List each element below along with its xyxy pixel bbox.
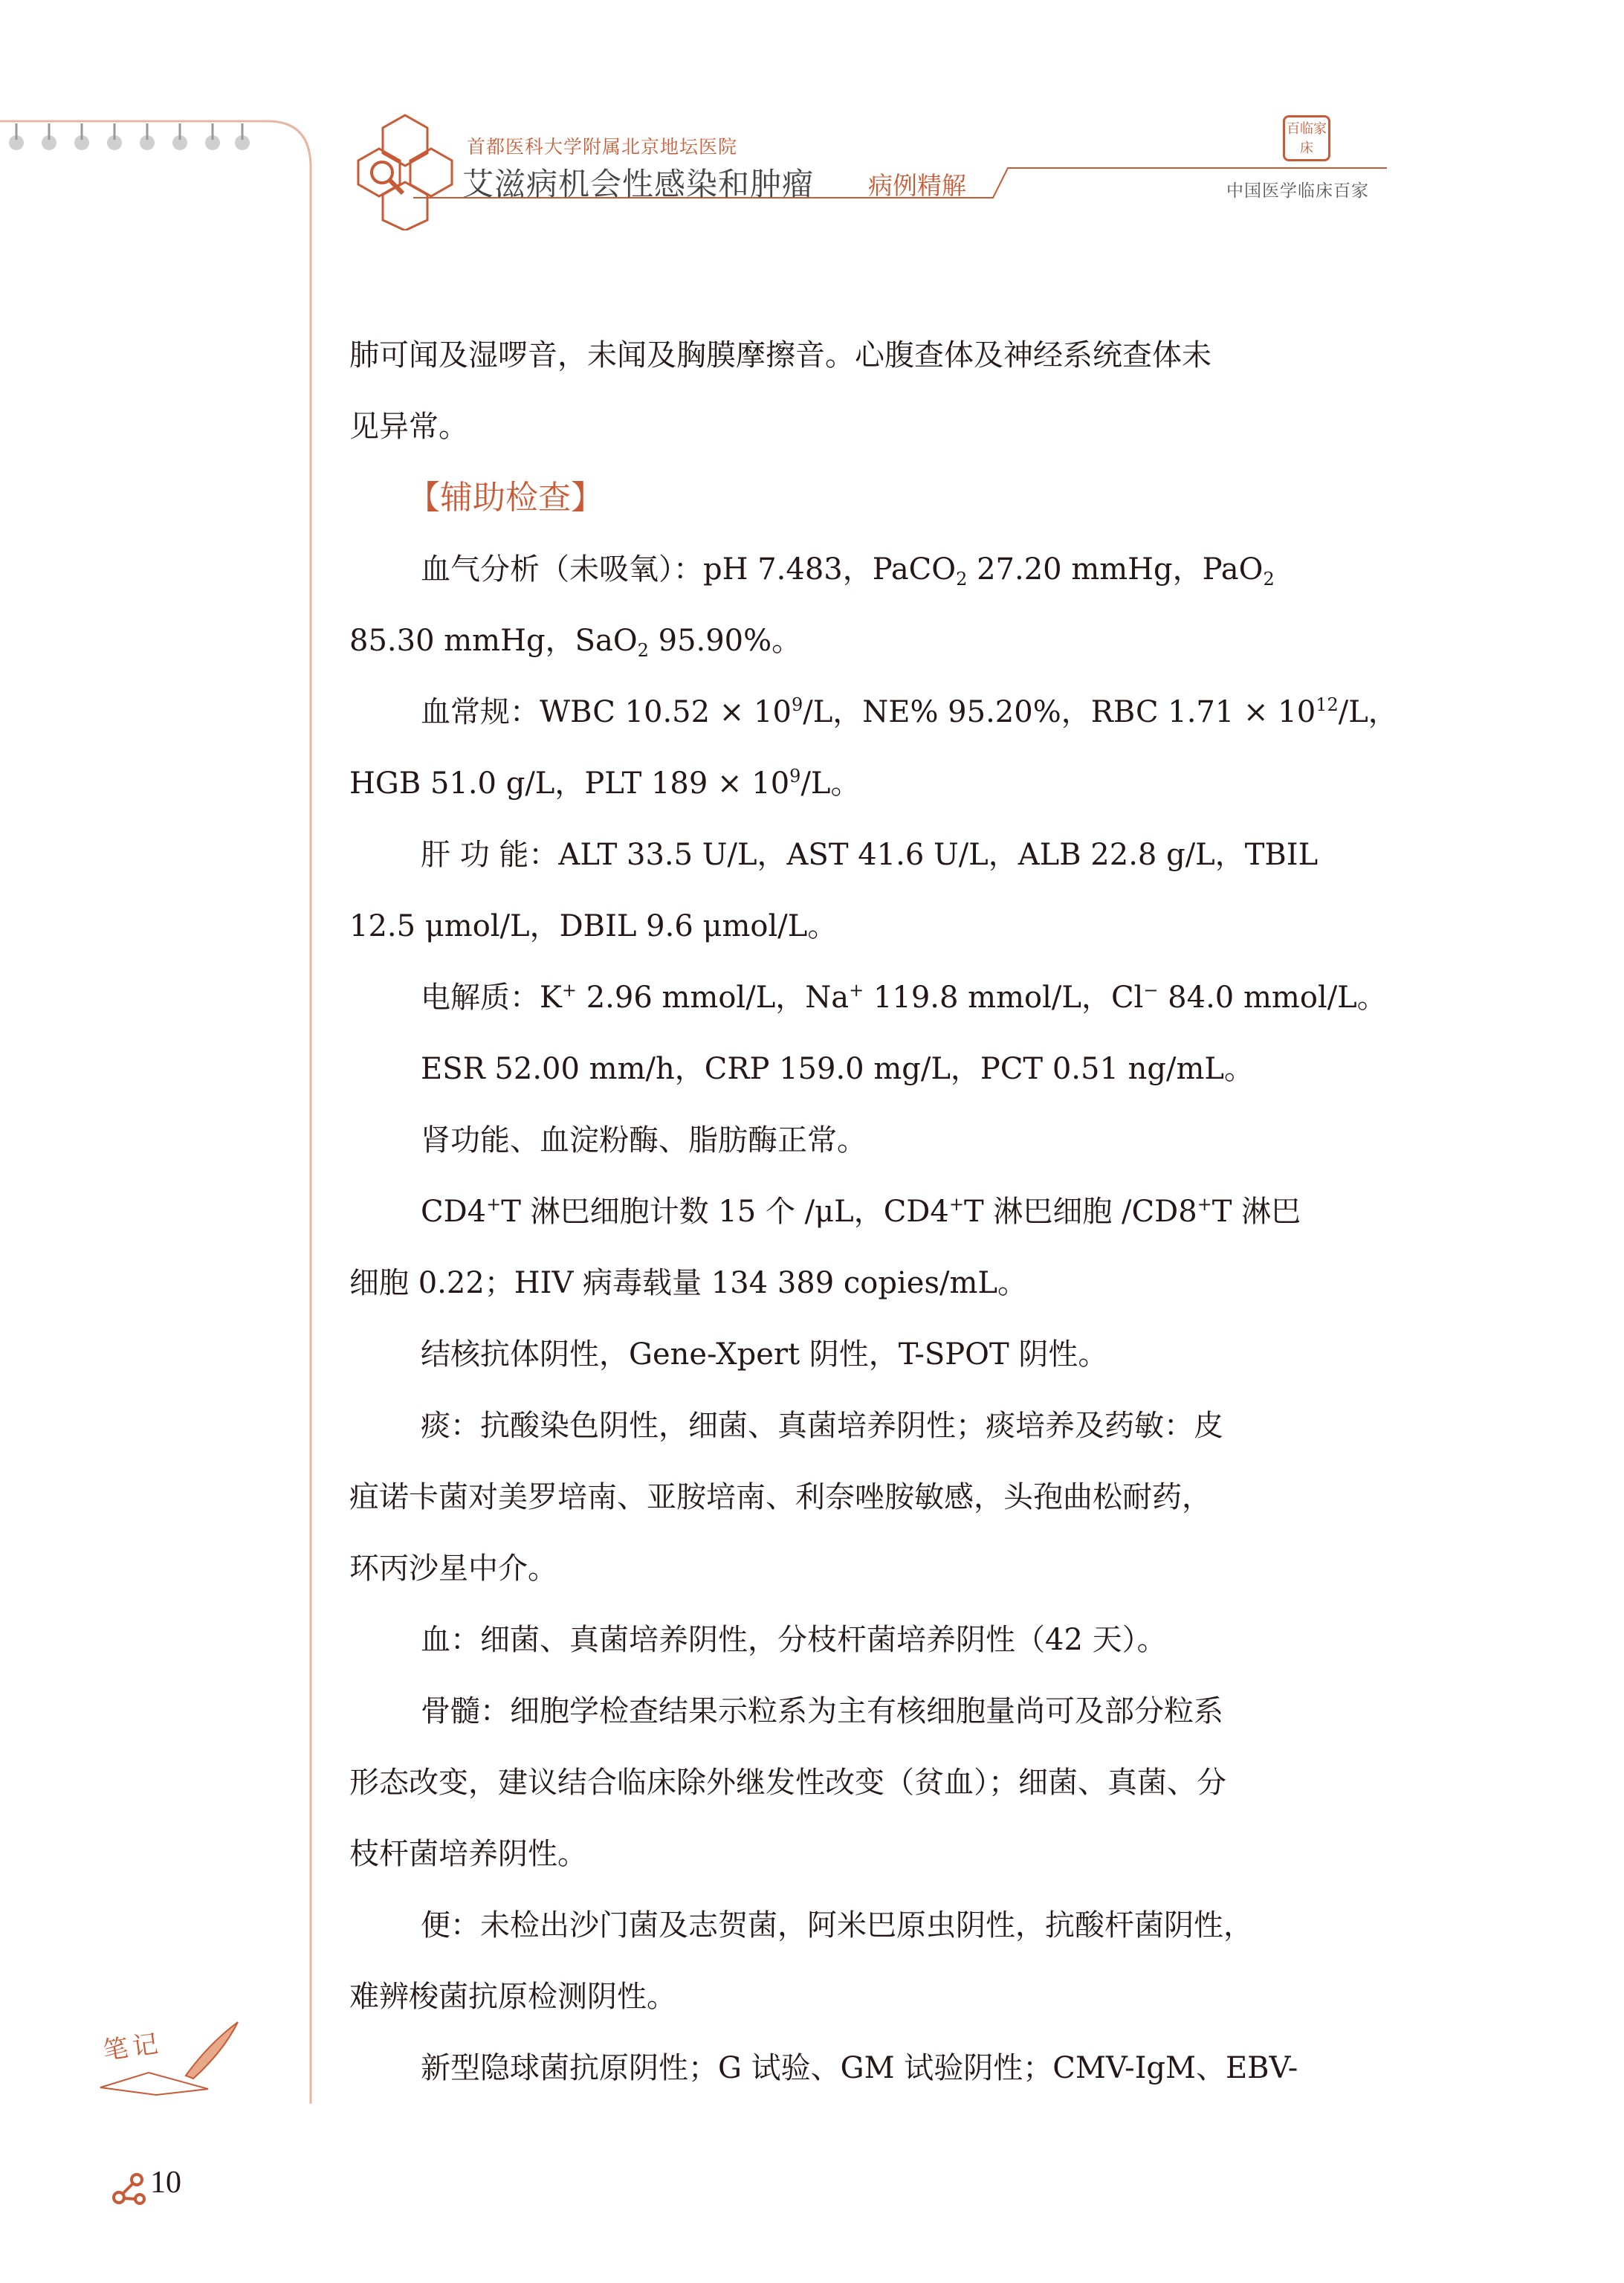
liver-line-2: 12.5 μmol/L，DBIL 9.6 μmol/L。 — [349, 909, 838, 943]
marrow-line-1: 骨髓：细胞学检查结果示粒系为主有核细胞量尚可及部分粒系 — [421, 1694, 1223, 1728]
header-seal-logo: 百临家床 — [1283, 115, 1330, 161]
notes-label: 笔记 — [101, 2028, 164, 2067]
crypto-line: 新型隐球菌抗原阴性；G 试验、GM 试验阴性；CMV-IgM、EBV- — [421, 2051, 1298, 2085]
body-line: 见异常。 — [349, 410, 468, 444]
stool-line-1: 便：未检出沙门菌及志贺菌，阿米巴原虫阴性，抗酸杆菌阴性， — [421, 1908, 1253, 1943]
blood-gas-line-2: 85.30 mmHg，SaO$_2$ 95.90%。 — [349, 624, 802, 661]
blood-gas-line-1: 血气分析（未吸氧）：pH 7.483，PaCO$_2$ 27.20 mmHg，PaO$_2$ — [421, 552, 1275, 590]
header-subtitle: 病例精解 — [868, 171, 966, 200]
marrow-line-2: 形态改变，建议结合临床除外继发性改变（贫血）；细菌、真菌、分 — [349, 1766, 1226, 1800]
molecule-icon — [110, 2169, 149, 2208]
cd4-line-2: 细胞 0.22；HIV 病毒载量 134 389 copies/mL。 — [349, 1266, 1027, 1300]
cd4-line-1: CD4+T 淋巴细胞计数 15 个 /μL，CD4+T 淋巴细胞 /CD8+T 淋巴 — [421, 1194, 1301, 1229]
page-body — [349, 320, 1398, 2104]
sputum-line-3: 环丙沙星中介。 — [349, 1551, 557, 1586]
margin-border-line — [0, 0, 327, 2104]
stool-line-2: 难辨梭菌抗原检测阴性。 — [349, 1980, 676, 2014]
liver-line-1: 肝 功 能：ALT 33.5 U/L，AST 41.6 U/L，ALB 22.8 g/L，TBIL — [421, 838, 1319, 872]
esr-line: ESR 52.00 mm/h，CRP 159.0 mg/L，PCT 0.51 ng/mL。 — [421, 1052, 1254, 1086]
page-number: 10 — [150, 2166, 181, 2200]
body-line: 肺可闻及湿啰音，未闻及胸膜摩擦音。心腹查体及神经系统查体未 — [349, 338, 1211, 372]
marrow-line-3: 枝杆菌培养阴性。 — [349, 1837, 587, 1871]
cbc-line-2: HGB 51.0 g/L，PLT $189 \times 10^9/L$。 — [349, 766, 861, 801]
header-institution: 首都医科大学附属北京地坛医院 — [467, 136, 738, 158]
sputum-line-1: 痰：抗酸染色阴性，细菌、真菌培养阴性；痰培养及药敏：皮 — [421, 1409, 1223, 1443]
cbc-line-1: 血常规：WBC $10.52 \times 10^9/L$，NE% 95.20%，RBC $1.71 \times 10^{12}/L$， — [421, 694, 1398, 729]
blood-culture-line: 血：细菌、真菌培养阴性，分枝杆菌培养阴性（42 天）。 — [421, 1623, 1167, 1657]
section-heading: 【辅助检查】 — [407, 479, 604, 517]
header-book-title: 艾滋病机会性感染和肿瘤 — [462, 166, 815, 202]
header-brand: 中国医学临床百家 — [1226, 181, 1369, 201]
tb-line: 结核抗体阴性，Gene-Xpert 阴性，T-SPOT 阴性。 — [421, 1337, 1108, 1372]
electrolyte-line: 电解质：K+ 2.96 mmol/L，Na+ 119.8 mmol/L，Cl− 84.0 mmol/L。 — [421, 980, 1387, 1015]
kidney-line: 肾功能、血淀粉酶、脂肪酶正常。 — [421, 1123, 867, 1157]
sputum-line-2: 疽诺卡菌对美罗培南、亚胺培南、利奈唑胺敏感，头孢曲松耐药， — [349, 1480, 1211, 1514]
